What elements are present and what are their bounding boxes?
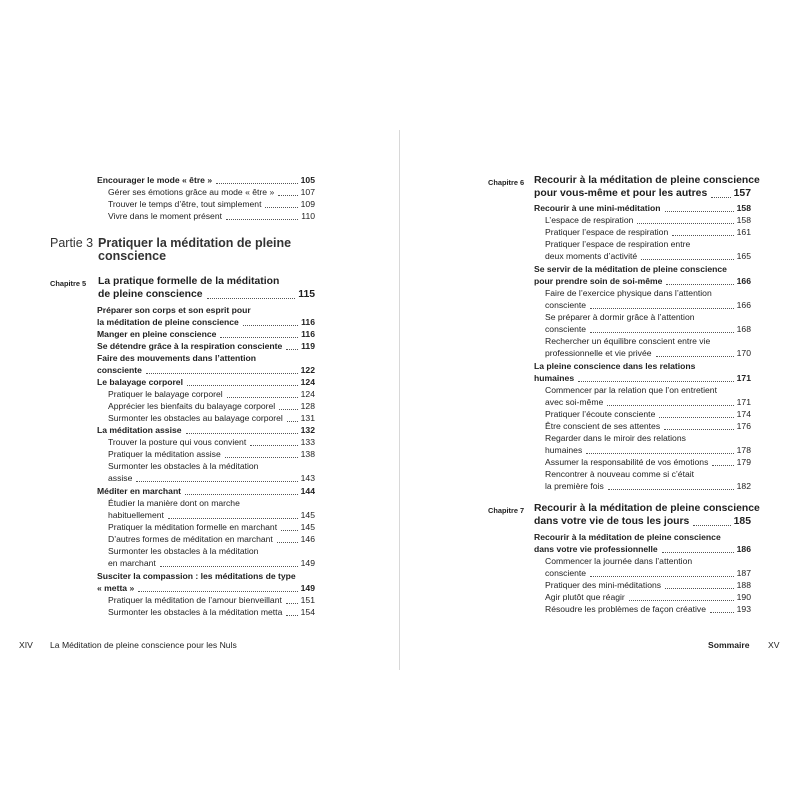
dot-leader: [710, 612, 734, 613]
toc-entry-line[interactable]: Regarder dans le miroir des relations: [545, 433, 686, 443]
toc-page-number: 131: [300, 413, 315, 423]
dot-leader: [629, 600, 734, 601]
toc-entry-text: Pratiquer le balayage corporel: [108, 389, 223, 399]
toc-entry[interactable]: [108, 522, 315, 533]
toc-entry-text: Surmonter les obstacles à la méditation metta: [108, 607, 283, 617]
toc-entry[interactable]: [534, 544, 751, 555]
chapter-title[interactable]: Recourir à la méditation de pleine conscience: [534, 175, 760, 186]
toc-entry-line[interactable]: Préparer son corps et son esprit pour: [97, 305, 251, 315]
toc-page-number: 128: [300, 401, 315, 411]
toc-page-number: 166: [736, 300, 751, 310]
toc-page-number: 171: [736, 397, 751, 407]
toc-entry-line[interactable]: Susciter la compassion : les méditations de type: [97, 571, 296, 581]
toc-entry[interactable]: [108, 510, 315, 521]
dot-leader: [265, 207, 297, 208]
dot-leader: [656, 356, 734, 357]
toc-entry[interactable]: [534, 276, 751, 287]
toc-entry[interactable]: [545, 251, 751, 262]
toc-page-number: 179: [736, 457, 751, 467]
toc-entry[interactable]: [545, 481, 751, 492]
toc-entry-text: Manger en pleine conscience: [97, 329, 217, 339]
chapter-label: Chapitre 5: [50, 279, 87, 288]
chapter-title: de pleine conscience: [98, 289, 203, 300]
toc-entry[interactable]: [108, 473, 315, 484]
dot-leader: [138, 591, 297, 592]
dot-leader: [287, 421, 298, 422]
toc-entry-text: Trouver la posture qui vous convient: [108, 437, 247, 447]
toc-entry-line[interactable]: La pleine conscience dans les relations: [534, 361, 696, 371]
toc-entry-text: Trouver le temps d’être, tout simplement: [108, 199, 262, 209]
toc-page-number: 122: [300, 365, 315, 375]
toc-entry-text: habituellement: [108, 510, 164, 520]
dot-leader: [250, 445, 297, 446]
toc-entry-text: consciente: [545, 324, 587, 334]
toc-page-number: 149: [300, 558, 315, 568]
dot-leader: [711, 197, 730, 198]
dot-leader: [662, 552, 734, 553]
toc-entry-line[interactable]: Commencer la journée dans l’attention: [545, 556, 693, 566]
toc-entry-text: consciente: [97, 365, 142, 375]
dot-leader: [665, 211, 734, 212]
toc-page-number: 110: [301, 211, 315, 221]
toc-page-number: 193: [736, 604, 751, 614]
part-title: Pratiquer la méditation de pleine: [98, 236, 292, 250]
toc-entry[interactable]: [108, 437, 315, 448]
toc-page-number: 185: [733, 516, 751, 527]
toc-entry-text: en marchant: [108, 558, 156, 568]
toc-entry[interactable]: [545, 568, 751, 579]
toc-entry-text: avec soi-même: [545, 397, 604, 407]
part-title: conscience: [98, 249, 167, 263]
running-footer-title: La Méditation de pleine conscience pour les Nuls: [50, 640, 237, 650]
dot-leader: [281, 530, 298, 531]
toc-entry-text: consciente: [545, 300, 587, 310]
toc-page-number: 170: [736, 348, 751, 358]
toc-entry-text: Apprécier les bienfaits du balayage corporel: [108, 401, 276, 411]
dot-leader: [590, 332, 734, 333]
toc-entry-text: assise: [108, 473, 133, 483]
toc-page-number: 171: [736, 373, 751, 383]
toc-page-number: 133: [300, 437, 315, 447]
toc-page-number: 186: [736, 544, 751, 554]
toc-page-number: 116: [301, 317, 315, 327]
toc-page-number: 151: [300, 595, 315, 605]
dot-leader: [279, 409, 297, 410]
toc-entry-text: humaines: [545, 445, 583, 455]
toc-entry[interactable]: [108, 401, 315, 412]
toc-entry-text: Surmonter les obstacles au balayage corporel: [108, 413, 283, 423]
toc-page-number: 143: [300, 473, 315, 483]
dot-leader: [278, 195, 297, 196]
toc-entry-text: La méditation assise: [97, 425, 182, 435]
toc-entry[interactable]: [108, 558, 315, 569]
dot-leader: [286, 615, 297, 616]
dot-leader: [659, 417, 733, 418]
dot-leader: [590, 308, 734, 309]
dot-leader: [136, 481, 297, 482]
dot-leader: [666, 284, 733, 285]
toc-entry[interactable]: [545, 300, 751, 311]
chapter-label: Chapitre 7: [488, 506, 525, 515]
toc-page-number: 119: [301, 341, 315, 351]
page-folio: XV: [768, 640, 780, 650]
dot-leader: [586, 453, 733, 454]
dot-leader: [637, 223, 733, 224]
toc-page-number: 158: [736, 215, 751, 225]
dot-leader: [286, 603, 298, 604]
toc-entry-text: humaines: [534, 373, 575, 383]
page-folio: XIV: [19, 640, 33, 650]
toc-entry-line[interactable]: Recourir à la méditation de pleine conscience: [534, 532, 721, 542]
toc-entry[interactable]: [97, 317, 315, 328]
toc-page-number: 157: [733, 188, 751, 199]
toc-page-number: 145: [300, 510, 315, 520]
toc-page-number: 174: [736, 409, 751, 419]
toc-entry-text: L’espace de respiration: [545, 215, 634, 225]
toc-entry[interactable]: [108, 199, 315, 210]
chapter-label: Chapitre 6: [488, 178, 525, 187]
toc-entry-text: Agir plutôt que réagir: [545, 592, 625, 602]
toc-entry-line[interactable]: Étudier la manière dont on marche: [108, 498, 240, 508]
dot-leader: [277, 542, 298, 543]
toc-page-number: 115: [298, 289, 315, 300]
toc-page-number: 161: [736, 227, 751, 237]
toc-entry[interactable]: [97, 583, 315, 594]
toc-entry-text: Pratiquer des mini-méditations: [545, 580, 662, 590]
toc-page-number: 168: [736, 324, 751, 334]
toc-entry[interactable]: [108, 595, 315, 606]
toc-entry[interactable]: [97, 175, 315, 186]
dot-leader: [672, 235, 733, 236]
toc-entry-text: Gérer ses émotions grâce au mode « être »: [108, 187, 275, 197]
toc-page-number: 178: [736, 445, 751, 455]
toc-entry-text: Assumer la responsabilité de vos émotions: [545, 457, 709, 467]
toc-page-number: 124: [300, 377, 315, 387]
toc-entry[interactable]: [534, 373, 751, 384]
toc-entry[interactable]: [534, 203, 751, 214]
toc-entry[interactable]: [545, 348, 751, 359]
toc-entry-text: la première fois: [545, 481, 604, 491]
toc-entry-text: Résoudre les problèmes de façon créative: [545, 604, 706, 614]
dot-leader: [641, 259, 733, 260]
running-footer-title: Sommaire: [708, 640, 750, 650]
dot-leader: [168, 518, 298, 519]
toc-page-number: 124: [300, 389, 315, 399]
toc-entry[interactable]: [545, 397, 751, 408]
toc-entry-text: Vivre dans le moment présent: [108, 211, 223, 221]
toc-entry[interactable]: [545, 445, 751, 456]
dot-leader: [578, 381, 734, 382]
dot-leader: [286, 349, 298, 350]
dot-leader: [160, 566, 298, 567]
toc-entry-text: pour prendre soin de soi-même: [534, 276, 663, 286]
toc-entry[interactable]: [97, 341, 315, 352]
toc-page-number: 182: [736, 481, 751, 491]
toc-entry-line[interactable]: Faire des mouvements dans l’attention: [97, 353, 257, 363]
toc-page-number: 176: [736, 421, 751, 431]
toc-entry[interactable]: [545, 457, 751, 468]
toc-page-number: 107: [300, 187, 315, 197]
toc-page-number: 105: [300, 175, 315, 185]
toc-entry[interactable]: [545, 324, 751, 335]
chapter-title: dans votre vie de tous les jours: [534, 516, 690, 527]
toc-entry[interactable]: [108, 449, 315, 460]
toc-entry-text: Méditer en marchant: [97, 486, 182, 496]
toc-entry[interactable]: [545, 592, 751, 603]
dot-leader: [186, 433, 298, 434]
toc-page-number: 116: [301, 329, 315, 339]
toc-entry-text: Pratiquer la méditation de l’amour bienveillant: [108, 595, 282, 605]
toc-entry-line[interactable]: Pratiquer l’espace de respiration entre: [545, 239, 691, 249]
dot-leader: [607, 405, 733, 406]
toc-page-number: 146: [300, 534, 315, 544]
toc-page-number: 138: [300, 449, 315, 459]
toc-entry-text: Recourir à une mini-méditation: [534, 203, 661, 213]
toc-entry-line[interactable]: Rencontrer à nouveau comme si c’était: [545, 469, 695, 479]
dot-leader: [243, 325, 298, 326]
toc-page-number: 154: [300, 607, 315, 617]
toc-page-number: 187: [736, 568, 751, 578]
toc-entry-line[interactable]: Se servir de la méditation de pleine conscience: [534, 264, 727, 274]
toc-entry-text: Se détendre grâce à la respiration consciente: [97, 341, 283, 351]
toc-entry-text: Être conscient de ses attentes: [545, 421, 661, 431]
right-page: [400, 0, 800, 800]
toc-page-number: 190: [736, 592, 751, 602]
chapter-title-entry[interactable]: [534, 188, 751, 200]
toc-entry-line[interactable]: Surmonter les obstacles à la méditation: [108, 461, 259, 471]
toc-entry[interactable]: [97, 365, 315, 376]
dot-leader: [665, 588, 734, 589]
toc-entry[interactable]: [545, 227, 751, 238]
toc-entry-text: Pratiquer la méditation assise: [108, 449, 221, 459]
toc-entry-text: dans votre vie professionnelle: [534, 544, 658, 554]
toc-entry-line[interactable]: Commencer par la relation que l’on entretient: [545, 385, 717, 395]
toc-entry-line[interactable]: Se préparer à dormir grâce à l’attention: [545, 312, 695, 322]
toc-entry-line[interactable]: Faire de l’exercice physique dans l’attention: [545, 288, 712, 298]
toc-page-number: 158: [736, 203, 751, 213]
toc-entry-text: Pratiquer l’écoute consciente: [545, 409, 656, 419]
toc-page-number: 145: [300, 522, 315, 532]
toc-page-number: 165: [736, 251, 751, 261]
toc-page-number: 109: [300, 199, 315, 209]
toc-entry-text: la méditation de pleine conscience: [97, 317, 239, 327]
chapter-title-entry[interactable]: [98, 289, 315, 301]
dot-leader: [226, 219, 298, 220]
toc-entry-text: « metta »: [97, 583, 135, 593]
toc-entry-text: deux moments d’activité: [545, 251, 638, 261]
dot-leader: [608, 489, 734, 490]
dot-leader: [225, 457, 298, 458]
toc-page-number: 149: [300, 583, 315, 593]
toc-entry[interactable]: [545, 215, 751, 226]
toc-entry-text: consciente: [545, 568, 587, 578]
toc-entry-line[interactable]: Surmonter les obstacles à la méditation: [108, 546, 259, 556]
dot-leader: [146, 373, 298, 374]
dot-leader: [693, 525, 730, 526]
toc-entry[interactable]: [108, 534, 315, 545]
dot-leader: [664, 429, 734, 430]
toc-entry[interactable]: [108, 211, 315, 222]
toc-entry-text: Pratiquer la méditation formelle en marchant: [108, 522, 278, 532]
part-label: Partie 3: [50, 236, 94, 250]
toc-page-number: 188: [736, 580, 751, 590]
toc-page-number: 144: [300, 486, 315, 496]
toc-entry-text: Le balayage corporel: [97, 377, 183, 387]
toc-entry-line[interactable]: Rechercher un équilibre conscient entre vie: [545, 336, 711, 346]
toc-entry[interactable]: [97, 329, 315, 340]
toc-entry[interactable]: [97, 377, 315, 388]
dot-leader: [227, 397, 298, 398]
chapter-title: pour vous-même et pour les autres: [534, 188, 708, 199]
toc-entry[interactable]: [108, 389, 315, 400]
toc-page-number: 132: [300, 425, 315, 435]
toc-entry[interactable]: [108, 187, 315, 198]
toc-entry[interactable]: [108, 413, 315, 424]
dot-leader: [185, 494, 298, 495]
toc-entry-text: Encourager le mode « être »: [97, 175, 213, 185]
toc-entry[interactable]: [545, 409, 751, 420]
dot-leader: [590, 576, 734, 577]
dot-leader: [187, 385, 298, 386]
toc-entry-text: professionnelle et vie privée: [545, 348, 652, 358]
toc-entry[interactable]: [97, 486, 315, 497]
dot-leader: [216, 183, 298, 184]
dot-leader: [712, 465, 733, 466]
toc-page-number: 166: [736, 276, 751, 286]
toc-entry-text: Pratiquer l’espace de respiration: [545, 227, 669, 237]
toc-entry[interactable]: [545, 604, 751, 615]
chapter-title[interactable]: La pratique formelle de la méditation: [98, 276, 280, 287]
toc-entry[interactable]: [108, 607, 315, 618]
toc-entry-text: D’autres formes de méditation en marchant: [108, 534, 273, 544]
dot-leader: [220, 337, 298, 338]
toc-entry[interactable]: [545, 580, 751, 591]
chapter-title[interactable]: Recourir à la méditation de pleine conscience: [534, 503, 760, 514]
chapter-title-entry[interactable]: [534, 516, 751, 528]
toc-entry[interactable]: [545, 421, 751, 432]
toc-entry[interactable]: [97, 425, 315, 436]
dot-leader: [207, 298, 296, 299]
